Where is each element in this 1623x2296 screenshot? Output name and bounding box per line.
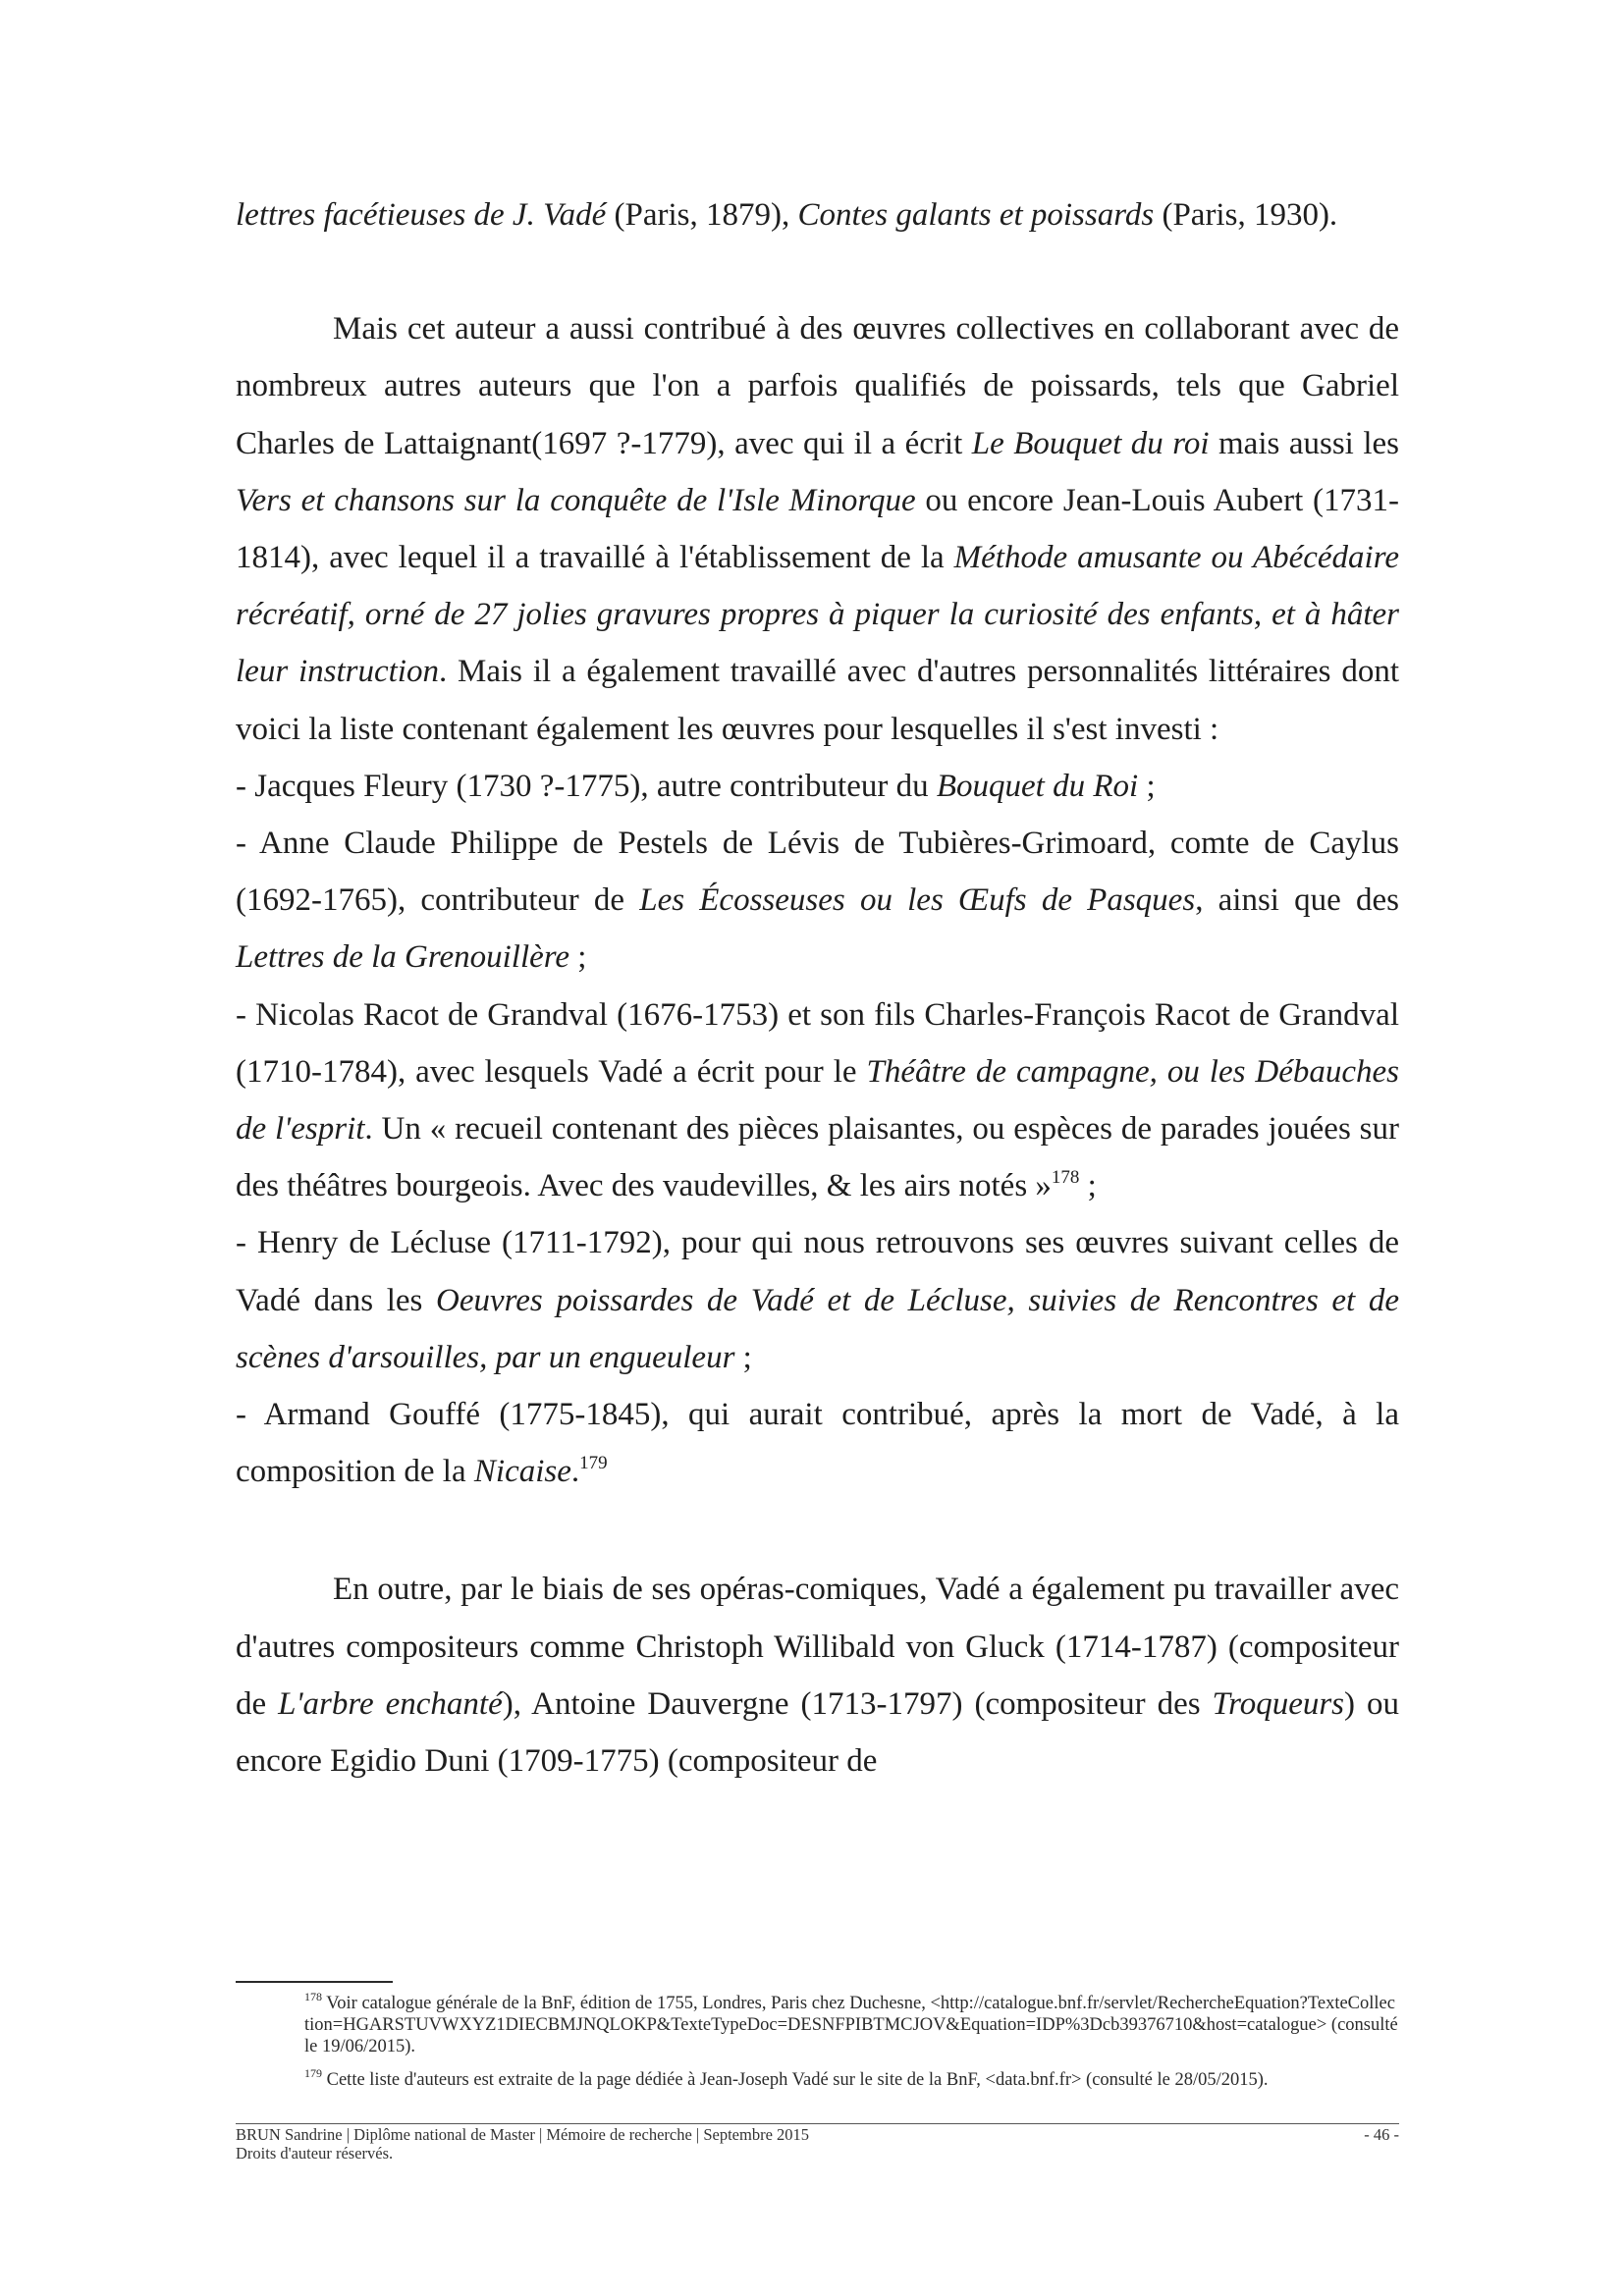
italic-title: Troqueurs (1212, 1685, 1345, 1722)
italic-title: Le Bouquet du roi (971, 425, 1210, 461)
list-item-caylus: - Anne Claude Philippe de Pestels de Lévis de Tubières-Grimoard, comte de Caylus (1692-1765), contributeur de Les Écosseuses ou les Œufs de Pasques, ainsi que des Lettres de la Grenouillère ; (236, 826, 1399, 976)
italic-title: Bouquet du Roi (936, 768, 1139, 804)
list-item-gouffe: - Armand Gouffé (1775-1845), qui aurait contribué, après la mort de Vadé, à la composition de la Nicaise.$^{179}$ (236, 1397, 1399, 1490)
italic-title: lettres facétieuses de J. Vadé (236, 197, 607, 233)
italic-title: Lettres de la Grenouillère (236, 939, 570, 976)
paragraph-collaborations: Mais cet auteur a aussi contribué à des œuvres collectives en collaborant avec de nombreux autres auteurs que l'on a parfois qualifiés de poissards, tels que Gabriel Charles de Lattaignant(1697 ?-1779), avec qui il a écrit Le Bouquet du roi mais aussi les Vers et chansons sur la conquête de l'Isle Minorque ou encore Jean-Louis Aubert (1731-1814), avec lequel il a travaillé à l'établissement de la Méthode amusante ou Abécédaire récréatif, orné de 27 jolies gravures propres à piquer la curiosité des enfants, et à hâter leur instruction. Mais il a également travaillé avec d'autres personnalités littéraires dont voici la liste contenant également les œuvres pour lesquelles il s'est investi : (236, 311, 1399, 747)
italic-title: Contes galants et poissards (797, 197, 1155, 233)
footer-rights: Droits d'auteur réservés. (236, 2144, 394, 2163)
list-item-fleury: - Jacques Fleury (1730 ?-1775), autre contributeur du Bouquet du Roi ; (236, 768, 1156, 804)
list-item-lecluse: - Henry de Lécluse (1711-1792), pour qui nous retrouvons ses œuvres suivant celles de Vadé dans les Oeuvres poissardes de Vadé et de Lécluse, suivies de Rencontres et de scènes d'arsouilles, par un engueuleur ; (236, 1225, 1399, 1375)
footnote-separator (236, 1981, 393, 1983)
page-number: - 46 - (1364, 2125, 1399, 2144)
italic-title: L'arbre enchanté (278, 1685, 503, 1722)
paragraph-continuation: lettres facétieuses de J. Vadé (Paris, 1879), Contes galants et poissards (Paris, 1930). (236, 197, 1338, 233)
footnote-ref-178[interactable]: 178 (1051, 1167, 1080, 1189)
footnote-179: $^{179}$ Cette liste d'auteurs est extraite de la page dédiée à Jean-Joseph Vadé sur le site de la BnF, <data.bnf.fr> (consulté le 28/05/2015). (304, 2066, 1269, 2090)
footnote-178: $^{178}$ Voir catalogue générale de la BnF, édition de 1755, Londres, Paris chez Duchesne, <http://catalogue.bnf.fr/servlet/RechercheEquation?TexteCollection=HGARSTUVWXYZ1DIECBMJNQLOKP&TexteTypeDoc=DESNFPIBTMCJOV&Equation=IDP%3Dcb39376710&host=catalogue> (consulté le 19/06/2015). (304, 1990, 1398, 2056)
italic-title: Vers et chansons sur la conquête de l'Isle Minorque (236, 482, 916, 518)
main-text (236, 187, 1399, 1789)
page-footer (236, 2125, 1399, 2163)
footer-credits: BRUN Sandrine | Diplôme national de Master | Mémoire de recherche | Septembre 2015 (236, 2125, 810, 2144)
italic-title: Nicaise (473, 1454, 571, 1490)
italic-title: Oeuvres poissardes de Vadé et de Lécluse, suivies de Rencontres et de scènes d'arsouilles, par un engueuleur (236, 1282, 1399, 1375)
paragraph-composers: En outre, par le biais de ses opéras-comiques, Vadé a également pu travailler avec d'autres compositeurs comme Christoph Willibald von Gluck (1714-1787) (compositeur de L'arbre enchanté), Antoine Dauvergne (1713-1797) (compositeur des Troqueurs) ou encore Egidio Duni (1709-1775) (compositeur de (236, 1572, 1399, 1780)
footnotes (236, 1990, 1399, 2103)
italic-title: Théâtre de campagne, ou les Débauches de l'esprit (236, 1053, 1399, 1148)
list-item-grandval: - Nicolas Racot de Grandval (1676-1753) et son fils Charles-François Racot de Grandval (1710-1784), avec lesquels Vadé a écrit pour le Théâtre de campagne, ou les Débauches de l'esprit. Un « recueil contenant des pièces plaisantes, ou espèces de parades jouées sur des théâtres bourgeois. Avec des vaudevilles, & les airs notés »$^{178}$ ; (236, 996, 1400, 1204)
footer-separator (236, 2123, 1399, 2124)
italic-title: Méthode amusante ou Abécédaire récréatif, orné de 27 jolies gravures propres à piquer la curiosité des enfants, et à hâter leur instruction (236, 540, 1399, 690)
italic-title: Les Écosseuses ou les Œufs de Pasques (639, 882, 1196, 919)
footnote-ref-179[interactable]: 179 (579, 1453, 608, 1474)
